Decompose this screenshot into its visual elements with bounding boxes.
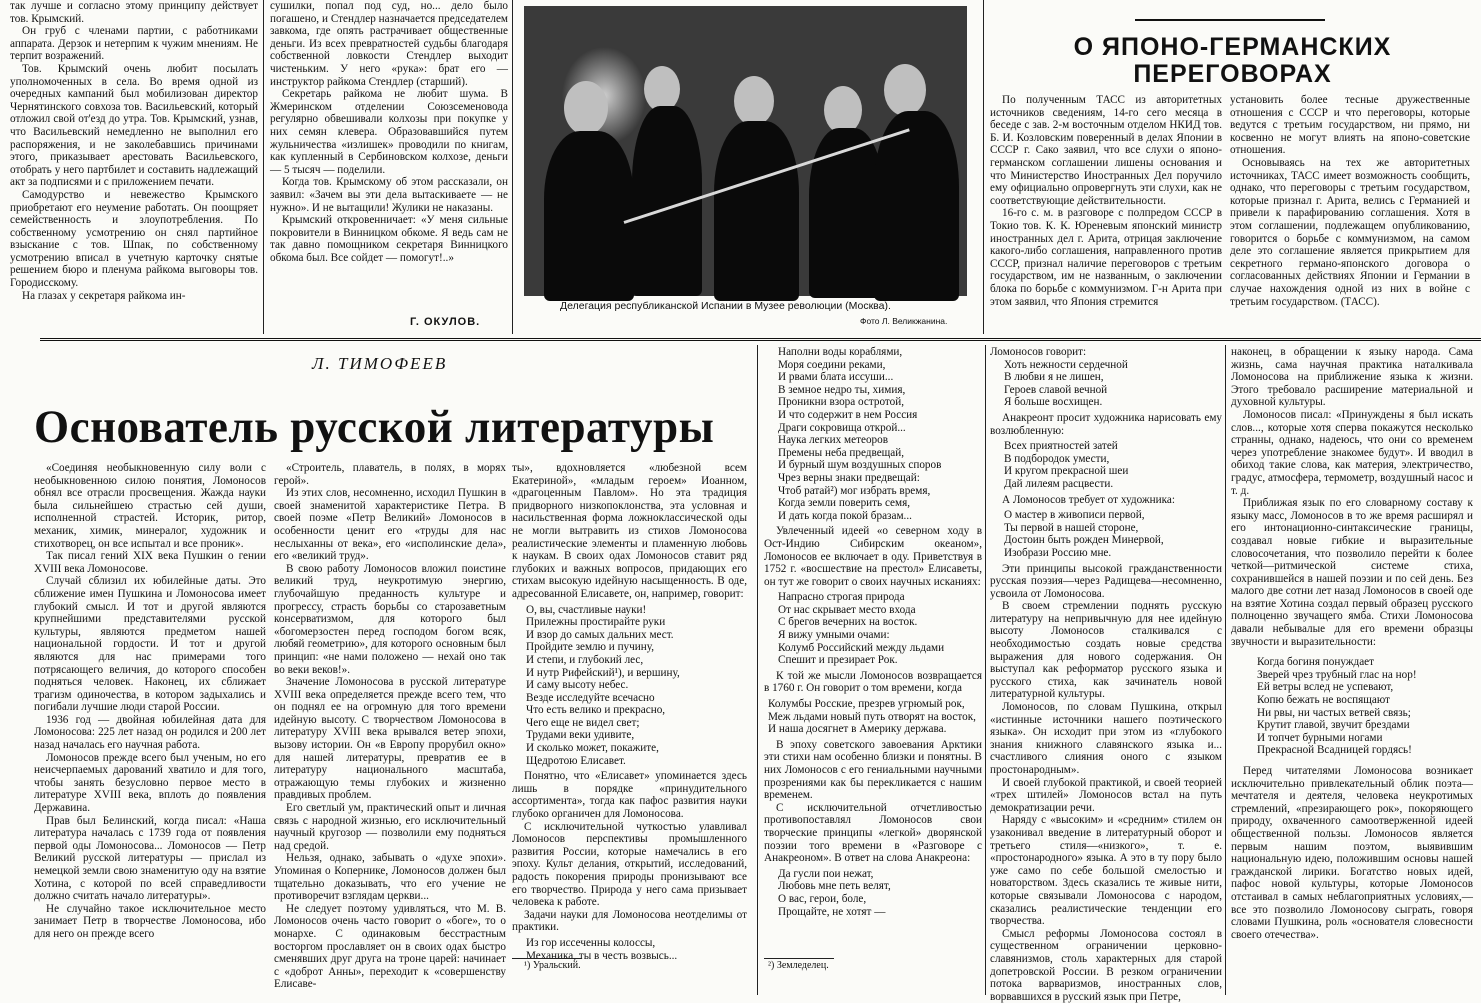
poem-excerpt	[1004, 509, 1222, 559]
verse-line: Напрасно строгая природа	[778, 591, 905, 604]
verse-line: Колумбы Росские, презрев угрюмый рок,	[768, 698, 965, 711]
delegation-photo	[524, 6, 967, 296]
verse-line: Хоть нежности сердечной	[1004, 358, 1128, 371]
verse-line: И дать когда покой бразам...	[778, 509, 912, 522]
verse-line: Драги сокровища открой...	[778, 421, 906, 434]
verse-line: Изобрази Россию мне.	[1004, 546, 1112, 559]
paragraph: Его светлый ум, практический опыт и личная связь с народной жизнью, его исключительный научный кругозор — позволили ему подняться над средой.	[274, 802, 506, 852]
person-head	[564, 81, 608, 135]
photo-caption: Делегация республиканской Испании в Музее революции (Москва).	[560, 300, 891, 312]
verse-line: О, вы, счастливые науки!	[526, 603, 647, 616]
verse-line: В подбородок умести,	[1004, 452, 1110, 465]
verse-line: Везде исследуйте всечасно	[526, 691, 655, 704]
article-column-2	[274, 462, 506, 994]
poem-excerpt	[778, 591, 982, 667]
verse-line: О мастер в живописи первой,	[1004, 509, 1145, 522]
verse-line: И саму высоту небес.	[526, 679, 629, 692]
verse-line: Прощайте, не хотят —	[778, 905, 886, 918]
section-divider	[40, 338, 1481, 341]
paragraph: Нельзя, однако, забывать о «духе эпохи». Упоминая о Копернике, Ломоносов должен был тщательно доказывать, что его учение не противоречит взглядам церкви...	[274, 852, 506, 903]
paragraph: Анакреонт просит художника нарисовать ему возлюбленную:	[990, 411, 1222, 437]
author-signature: Г. ОКУЛОВ.	[410, 316, 481, 328]
tass-column-1	[990, 94, 1222, 328]
verse-line: Любовь мне петь велят,	[778, 880, 891, 893]
paragraph: Крымский откровенничает: «У меня сильные покровители в Винницком обкоме. Я ведь сам не так давно помощником секретаря Винницкого обкома был. Все сойдет — помогут!..»	[270, 214, 508, 264]
column-divider	[757, 345, 758, 995]
paragraph: Тов. Крымский очень любит посылать уполномоченных в села. Во время одной из очередных кампаний был мобилизован директор Чернятинского совхоза тов. Васильевский, который отложил свой от'езд до утра. Тов. Крымский, узнав, что Васильевский немедленно не выполнил его распоряжения, и не заколебавшись причинами этого, приказывает арестовать Васильевского, отобрать у него партбилет и составить надлежащий акт за подписями и с приложением печати.	[10, 62, 258, 189]
verse-line: Прекрасной Всадницей гордясь!	[1257, 744, 1412, 757]
paragraph: С исключительной отчетливостью противопоставлял Ломоносов свои творческие принципы «легкой» дворянской поэзии того времени в «Разговоре с Анакреоном». В ответ на слова Анакреона:	[764, 801, 982, 865]
tass-column-2	[1230, 94, 1470, 328]
paragraph: К той же мысли Ломоносов возвращается в 1760 г. Он говорит о том времени, когда	[764, 669, 982, 695]
tass-headline-line2: ПЕРЕГОВОРАХ	[1133, 60, 1332, 88]
paragraph: Когда тов. Крымскому об этом рассказали, он заявил: «Зачем вы эти дела вытаскиваете — не нужно». И не вытащили! Жулики не наказаны.	[270, 176, 508, 214]
verse-line: Прилежны простирайте руки	[526, 616, 666, 629]
paragraph: наконец, в обращении к языку народа. Сама жизнь, сама научная практика наталкивала Ломоносова на приближение языка к жизни. Этого требовало расширение материальной и духовной культуры.	[1231, 346, 1473, 409]
paragraph: Случай сблизил их юбилейные даты. Это сближение имен Пушкина и Ломоносова имеет глубокий смысл. И тот и другой являются крупнейшими представителями русской культуры, являются предметом нашей национальной гордости. И тот и другой являются для нас примерами того потрясающего величия, до которого способен подняться человек. Наконец, их сближает трагизм одиночества, в котором задыхались и погибали лучшие люди старой России.	[34, 575, 266, 714]
poem-excerpt	[768, 698, 982, 736]
article-title: Основатель русской литературы	[34, 401, 715, 453]
verse-line: Меж льдами новый путь отворят на восток,	[768, 710, 976, 723]
article-column-1	[34, 462, 266, 994]
person-head	[734, 76, 774, 126]
person-head	[884, 64, 926, 116]
tass-headline-line1: О ЯПОНО-ГЕРМАНСКИХ	[1073, 33, 1392, 61]
verse-line: Да гусли пои нежат,	[778, 867, 874, 880]
paragraph: Прав был Белинский, когда писал: «Наша литература началась с 1739 года от появления первой оды Ломоносова... Ломоносов — Петр Великий русской литературы — прислал из немецкой земли свою знаменитую оду на взятие Хотина, с которой по всей справедливости должно считать начало литературы».	[34, 814, 266, 903]
verse-line: И кругом прекрасной шеи	[1004, 465, 1129, 478]
article-column-5	[990, 346, 1222, 1003]
verse-line: Зверей чрез трубный глас на нор!	[1257, 668, 1417, 681]
paragraph: Значение Ломоносова в русской литературе XVIII века определяется прежде всего тем, что он поднял ее на огромную для того времени идейную высоту. С творчеством Ломоносова в литературу XVIII века врывался ветер эпохи, вызову истории. Он «в Европу прорубил окно» для нашей литературы, превратив ее в литературу национального масштаба, отражающую темы глубоких и жизненно правдивых проблем.	[274, 676, 506, 802]
verse-line: И бурный шум воздушных споров	[778, 459, 942, 472]
verse-line: Всех приятностей затей	[1004, 440, 1118, 453]
poem-excerpt	[1004, 359, 1222, 409]
verse-line: И сколько может, покажите,	[526, 742, 659, 755]
verse-line: Крутит главой, звучит брездами	[1257, 719, 1410, 732]
paragraph: С исключительной чуткостью улавливал Ломоносов перспективы промышленного развития России, которые намечались в его эпоху. Культ делания, открытий, исследований, радость покорения природы пронизывают все его творчество. Природа у него сама призывает человека к работе.	[512, 820, 747, 909]
column-divider	[263, 0, 264, 334]
verse-line: Когда богиня понуждает	[1257, 656, 1375, 669]
verse-line: Достоин быть рожден Минервой,	[1004, 534, 1164, 547]
footnote: ¹) Уральский.	[524, 960, 581, 971]
verse-line: Героев славой вечной	[1004, 383, 1108, 396]
verse-line: И нутр Рифейский¹), и вершину,	[526, 666, 680, 679]
footnote-rule	[512, 958, 582, 959]
paragraph: Эти принципы высокой гражданственности русская поэзия—через Радищева—несомненно, усвоила от Ломоносова.	[990, 562, 1222, 600]
person-figure	[544, 131, 634, 301]
verse-line: Механика, ты в честь возвысь...	[526, 949, 678, 962]
column-divider	[983, 0, 984, 334]
poem-excerpt	[526, 604, 747, 768]
paragraph: Ломоносов прежде всего был ученым, но его неисчерпаемых дарований хватило и для того, чтобы занять безусловно первое место в литературе XVIII века, вплоть до появления Державина.	[34, 751, 266, 815]
paragraph: «Строитель, плаватель, в полях, в морях герой».	[274, 462, 506, 487]
verse-line: Дай лилеям расцвести.	[1004, 477, 1114, 490]
verse-line: И рвами блата иссуши...	[778, 371, 894, 384]
verse-line: Наполни воды кораблями,	[778, 346, 903, 358]
footnote: ²) Земледелец.	[768, 960, 829, 971]
verse-line: Щедротою Елисавет.	[526, 754, 626, 767]
verse-line: В любви я не лишен,	[1004, 371, 1104, 384]
paragraph: Ломоносов говорит:	[990, 346, 1087, 358]
footnote-rule	[764, 958, 834, 959]
paragraph: Задачи науки для Ломоносова неотделимы от практики.	[512, 908, 747, 934]
paragraph: В эпоху советского завоевания Арктики эти стихи нам особенно близки и понятны. В них Ломоносов с его гениальными научными прозрениями как бы перекликается с нашим временем.	[764, 738, 982, 802]
article-column-6	[1231, 346, 1473, 994]
poem-excerpt	[1004, 440, 1222, 490]
verse-line: И степи, и глубокий лес,	[526, 653, 644, 666]
column-divider	[1225, 345, 1226, 995]
headline-rule	[1135, 19, 1325, 21]
paragraph: А Ломоносов требует от художника:	[1002, 493, 1175, 506]
verse-line: В земное недро ты, химия,	[778, 383, 906, 396]
person-figure	[714, 121, 799, 301]
verse-line: И наша досягнет в Америку держава.	[768, 723, 947, 736]
paragraph: Смысл реформы Ломоносова состоял в существенном ограничении церковно-славянизмов, столь характерных для старой допетровской России. В резком ограничении потока варваризмов, иностранных слов, ворвавшихся в русский язык при Петре,	[990, 927, 1222, 1003]
verse-line: Чрез верны знаки предвещай:	[778, 471, 920, 484]
verse-line: Колумб Российский между льдами	[778, 641, 945, 654]
paragraph: Из этих слов, несомненно, исходил Пушкин в своей знаменитой характеристике Петра. В своей поэме «Петр Великий» Ломоносов в особенности ценит его «труды для нас неслыханны от века», его «исполинские дела», его «великий труд».	[274, 487, 506, 563]
verse-line: Ты первой в нашей стороне,	[1004, 521, 1139, 534]
paragraph: 16-го с. м. в разговоре с полпредом СССР в Токио тов. К. К. Юреневым японский министр иностранных дел г. Арита, отрицая заключение какого-либо соглашения, направленного против СССР, признал наличие переговоров с третьим государством, им не названным, о заключении блока по борьбе с коммунизмом. Г-н Арита при этом заявил, что Япония стремится	[990, 207, 1222, 308]
paragraph: И своей глубокой практикой, и своей теорией «трех штилей» Ломоносов встал на путь демократизации речи.	[990, 776, 1222, 814]
verse-line: О вас, герои, боле,	[778, 892, 867, 905]
verse-line: Я больше восхищен.	[1004, 396, 1103, 409]
paragraph: Основываясь на тех же авторитетных источниках, ТАСС имеет возможность сообщить, однако, что переговоры с третьим государством, которые признал г. Арита, велись с Германией и привели к парафированию соглашения. Хотя в этом соглашении, подлежащем опубликованию, говорится о борьбе с коммунизмом, на самом деле это соглашение является прикрытием для секретного германо-японского договора о согласованных действиях Японии и Германии в случае нахождения одной из них в войне с третьим государством. (ТАСС).	[1230, 156, 1470, 308]
paragraph: Так писал гений XIX века Пушкин о гении XVIII века Ломоносове.	[34, 550, 266, 575]
paragraph: 1936 год — двойная юбилейная дата для Ломоносова: 225 лет назад он родился и 200 лет назад началась его научная работа.	[34, 713, 266, 752]
paragraph: «Соединяя необыкновенную силу воли с необыкновенною силою понятия, Ломоносов обнял все отрасли просвещения. Жажда науки была сильнейшею страстью сей души, исполненной страстей. Историк, ритор, механик, химик, минералог, художник и стихотворец, он все испытал и все проник».	[34, 462, 266, 550]
verse-line: С брегов вечерних на восток.	[778, 616, 918, 629]
paragraph: Самодурство и невежество Крымского приобретают его неумение работать. Он поощряет семейственность и злоупотребления. По собственному усмотрению он снял партийное взыскание с тов. Шпак, по собственному усмотрению вписал в учетную карточку снятые решением бюро и пленума райкома выговоры тов. Городисскому.	[10, 188, 258, 290]
verse-line: И что содержит в нем Россия	[778, 408, 918, 421]
paragraph: По полученным ТАСС из авторитетных источников сведениям, 14-го сего месяца в беседе с зав. 2-м восточным отделом НКИД тов. Б. И. Козловским поверенный в делах Японии в СССР г. Сако заявил, что все слухи о японо-германском соглашении лишены основания и что Министерство Иностранных Дел поручило ему официально опровергнуть эти слухи, как не соответствующие действительности.	[990, 94, 1222, 207]
top-column-2	[270, 0, 508, 312]
paragraph: Увлеченный идеей «о северном ходу в Ост-Индию Сибирским океаном», Ломоносов ее включает в оду. Приветствуя в 1752 г. «восшествие на престол» Елисаветы, он тут же говорит о своих научных исканиях:	[764, 525, 982, 588]
poem-excerpt	[1257, 656, 1473, 757]
paragraph: Не случайно такое исключительное место занимает Петр в творчестве Ломоносова, ибо для него он прежде всего	[34, 902, 266, 940]
paragraph: В своем стремлении поднять русскую литературу на непривычную для нее идейную высоту Ломоносов сталкивался с необходимостью создать новые средства выражения для нового содержания. Он выступал как реформатор русского языка и русского стиха, как зачинатель новой литературной культуры.	[990, 600, 1222, 701]
article-author: Л. ТИМОФЕЕВ	[312, 354, 448, 373]
paragraph: ты», вдохновляется «любезной всем Екатериной», «младым героем» Иоанном, «драгоценным Павлом». Но эта традиция придворного низкопоклонства, эта условная и насильственная форма ложноклассической оды не могли вытравить из стихов Ломоносова реалистические элементы и пламенную любовь к наукам. В своих одах Ломоносов ставит ряд глубоких и важных вопросов, придающих его стихам высокую идейную насыщенность. В оде, адресованной Елисавете, он, например, говорит:	[512, 462, 747, 600]
article-column-4	[764, 346, 982, 952]
paragraph: Наряду с «высоким» и «средним» стилем он узаконивал введение в литературный оборот и третьего стиля—«низкого», т. е. «простонародного» языка. А это в ту пору было уже само по себе большой смелостью и новаторством. Здесь сказались те живые нити, которые связывали Ломоносова с народом, сказались реалистические тенденции его творчества.	[990, 814, 1222, 928]
paragraph: Не следует поэтому удивляться, что М. В. Ломоносов очень часто говорит о «боге», то о монархе. С одинаковым бесстрастным восторгом прославляет он в своих одах быстро сменявших друг друга на троне царей: начинает с «доброт Анны», переходит к «совершенству Елисаве-	[274, 902, 506, 991]
paragraph: Ломоносов, по словам Пушкина, открыл «истинные источники нашего поэтического языка». Он исходит при этом из «глубокого знания книжного славянского языка и... счастливого слияния оного с языком простонародным».	[990, 701, 1222, 776]
person-head	[824, 86, 862, 134]
person-figure	[809, 128, 884, 298]
poem-excerpt	[778, 868, 982, 918]
verse-line: От нас скрывает место входа	[778, 603, 916, 616]
verse-line: Премены неба предвещай,	[778, 446, 905, 459]
paragraph: Он груб с членами партии, с работниками аппарата. Дерзок и нетерпим к чужим мнениям. Не терпит возражений.	[10, 25, 258, 63]
verse-line: Копю бежать не воспящают	[1257, 694, 1390, 707]
paragraph: На глазах у секретаря райкома ин-	[22, 289, 186, 302]
verse-line: Когда земли поверить семя,	[778, 497, 911, 510]
top-column-1	[10, 0, 258, 332]
paragraph: Приближая язык по его словарному составу к языку масс, Ломоносов в то же время расширял и его интонационно-синтаксические границы, создавал новые гибкие и выразительные словосочетания, что позволило перейти к более четкой—ритмической системе стиха, сохранившейся в нашей поэзии и по сей день. Без малого две сотни лет назад Ломоносов в своей оде на взятие Хотина создал первый образец русского полноценно звучащего ямба. Стихи Ломоносова давали небывалые для его времени образцы звучности и выразительности:	[1231, 497, 1473, 648]
verse-line: Пройдите землю и пучину,	[526, 641, 655, 654]
paragraph: установить более тесные дружественные отношения с СССР и что переговоры, которые ведутся с третьим государством, ни прямо, ни косвенно не могут влиять на японо-советские отношения.	[1230, 94, 1470, 157]
paragraph: так лучше и согласно этому принципу действует тов. Крымский.	[10, 0, 258, 25]
verse-line: И топчет бурными ногами	[1257, 731, 1383, 744]
verse-line: Чтоб ратай²) мог избрать время,	[778, 484, 931, 497]
paragraph: В свою работу Ломоносов вложил поистине великий труд, неукротимую энергию, глубочайшую преданность культуре и прогрессу, страсть борьбы со старозаветным консерватизмом, для которого был «богомерзостен перед господом богом всяк, любяй геометрию», для которого основным был принцип: «не нами положено — нехай оно так во веки веков!».	[274, 562, 506, 676]
verse-line: Из гор иссеченны колоссы,	[526, 936, 656, 949]
verse-line: Спешит и презирает Рок.	[778, 654, 898, 667]
verse-line: Наука легких метеоров	[778, 434, 889, 447]
paragraph: Ломоносов писал: «Принуждены я был искать слов..., которые хотя сперва покажутся несколько странны, однако, надеюсь, что они со временем через употребление знакомее будут». И вводил в обиход такие слова, как материя, электричество, градус, атмосфера, термометр, воздушный насос и т. д.	[1231, 408, 1473, 497]
poem-excerpt	[778, 346, 982, 522]
person-figure	[874, 111, 959, 301]
verse-line: Что есть велико и прекрасно,	[526, 704, 666, 717]
verse-line: Проникни взора остротой,	[778, 396, 905, 409]
column-divider	[512, 0, 513, 334]
verse-line: Ей ветры вслед не успевают,	[1257, 681, 1394, 694]
verse-line: Я вижу умными очами:	[778, 629, 890, 642]
photo-credit: Фото Л. Великжанина.	[860, 316, 948, 326]
verse-line: Моря соедини реками,	[778, 358, 886, 371]
paragraph: сушилки, попал под суд, но... дело было погашено, и Стендлер назначается председателем завкома, где опять растрачивает общественные деньги. Из всех превратностей судьбы благодаря собственной ловкости Стендлер выходит чистеньким. У него «рука»: брат его — инструктор райкома Стендлер (старший).	[270, 0, 508, 88]
paragraph: Перед читателями Ломоносова возникает исключительно привлекательный облик поэта—мечтателя и деятеля, человека неукротимых стремлений, «презирающего рок», покоряющего природу, охваченного самоотверженной идеей общественной пользы. Ломоносов является первым нашим поэтом, выявившим национальную идею, положившим основы нашей гражданской лирики. Богатство новых идей, пафос новой культуры, которые Ломоносов отстаивал в самых неблагоприятных условиях,—все это позволило Ломоносову сыграть, говоря словами Пушкина, роль «основателя словесности своего отечества».	[1231, 765, 1473, 941]
article-column-3	[512, 462, 747, 962]
paragraph: Понятно, что «Елисавет» упоминается здесь лишь в порядке «принудительного ассортимента», тогда как пафос развития науки глубоко органичен для Ломоносова.	[512, 770, 747, 821]
column-divider	[985, 345, 986, 995]
verse-line: Чего еще не видел свет;	[526, 716, 640, 729]
paragraph: Секретарь райкома не любит шума. В Жмеринском отделении Союзсеменовода регулярно обвешивали колхозы при покупке у них семян клевера. Образовавшийся путем жульничества «излишек» проводили по книгам, как купленный в Сербиновском колхозе, деньги — 5 тысяч — поделили.	[270, 88, 508, 176]
verse-line: Ни рвы, ни частых ветвей связь;	[1257, 706, 1411, 719]
verse-line: И взор до самых дальних мест.	[526, 628, 674, 641]
verse-line: Трудами веки удивите,	[526, 729, 635, 742]
